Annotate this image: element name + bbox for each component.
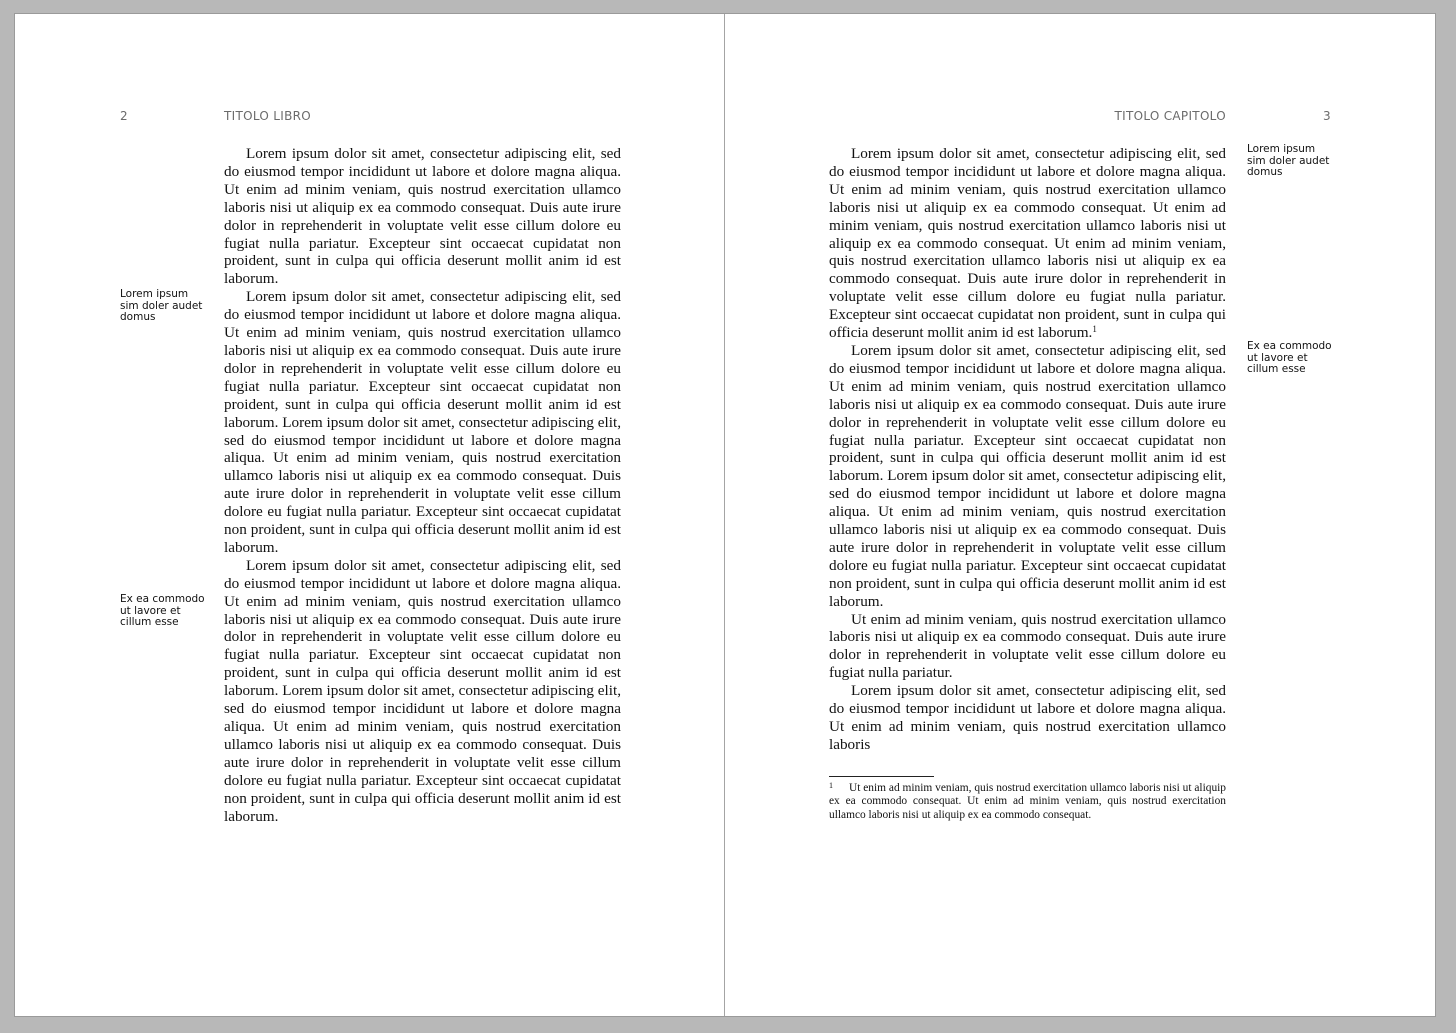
body-text xyxy=(224,145,621,825)
body-text xyxy=(829,145,1226,754)
running-head-chapter-title: TITOLO CAPITOLO xyxy=(1114,109,1226,123)
paragraph: Lorem ipsum dolor sit amet, consectetur adipiscing elit, sed do eiusmod tempor incididunt ut labore et dolore magna aliqua. Ut enim ad minim veniam, quis nostrud exercitation ullamco laboris nisi ut aliquip ex ea commodo consequat. Duis aute irure dolor in reprehenderit in voluptate velit esse cillum dolore eu fugiat nulla pariatur. Excepteur sint occaecat cupidatat non proident, sunt in culpa qui officia deserunt mollit anim id est laborum. Lorem ipsum dolor sit amet, consectetur adipiscing elit, sed do eiusmod tempor incididunt ut labore et dolore magna aliqua. Ut enim ad minim veniam, quis nostrud exercitation ullamco laboris nisi ut aliquip ex ea commodo consequat. Duis aute irure dolor in reprehenderit in voluptate velit esse cillum dolore eu fugiat nulla pariatur. Excepteur sint occaecat cupidatat non proident, sunt in culpa qui officia deserunt mollit anim id est laborum. xyxy=(829,341,1226,610)
right-page xyxy=(725,14,1435,1016)
paragraph: Lorem ipsum dolor sit amet, consectetur adipiscing elit, sed do eiusmod tempor incididunt ut labore et dolore magna aliqua. Ut enim ad minim veniam, quis nostrud exercitation ullamco laboris nisi ut aliquip ex ea commodo consequat. Duis aute irure dolor in reprehenderit in voluptate velit esse cillum dolore eu fugiat nulla pariatur. Excepteur sint occaecat cupidatat non proident, sunt in culpa qui officia deserunt mollit anim id est laborum. xyxy=(224,145,621,288)
paragraph: Ut enim ad minim veniam, quis nostrud exercitation ullamco laboris nisi ut aliquip ex ea commodo consequat. Duis aute irure dolor in reprehenderit in voluptate velit esse cillum dolore eu fugiat nulla pariatur. xyxy=(829,610,1226,682)
footnote: 1 Ut enim ad minim veniam, quis nostrud exercitation ullamco laboris nisi ut aliquip ex ea commodo consequat. Ut enim ad minim veniam, quis nostrud exercitation ullamco laboris nisi ut aliquip ex ea commodo consequat. xyxy=(829,781,1226,821)
footnote-text: Ut enim ad minim veniam, quis nostrud exercitation ullamco laboris nisi ut aliquip ex ea commodo consequat. Ut enim ad minim veniam, quis nostrud exercitation ullamco laboris nisi ut aliquip ex ea commodo consequat. xyxy=(829,782,1226,821)
paragraph: Lorem ipsum dolor sit amet, consectetur adipiscing elit, sed do eiusmod tempor incididunt ut labore et dolore magna aliqua. Ut enim ad minim veniam, quis nostrud exercitation ullamco laboris nisi ut aliquip ex ea commodo consequat. Duis aute irure dolor in reprehenderit in voluptate velit esse cillum dolore eu fugiat nulla pariatur. Excepteur sint occaecat cupidatat non proident, sunt in culpa qui officia deserunt mollit anim id est laborum. Lorem ipsum dolor sit amet, consectetur adipiscing elit, sed do eiusmod tempor incididunt ut labore et dolore magna aliqua. Ut enim ad minim veniam, quis nostrud exercitation ullamco laboris nisi ut aliquip ex ea commodo consequat. Duis aute irure dolor in reprehenderit in voluptate velit esse cillum dolore eu fugiat nulla pariatur. Excepteur sint occaecat cupidatat non proident, sunt in culpa qui officia deserunt mollit anim id est laborum. xyxy=(224,288,621,556)
footnote-separator xyxy=(829,776,934,777)
book-spread xyxy=(15,14,1435,1016)
paragraph: Lorem ipsum dolor sit amet, consectetur adipiscing elit, sed do eiusmod tempor incididunt ut labore et dolore magna aliqua. Ut enim ad minim veniam, quis nostrud exercitation ullamco laboris nisi ut aliquip ex ea commodo consequat. Duis aute irure dolor in reprehenderit in voluptate velit esse cillum dolore eu fugiat nulla pariatur. Excepteur sint occaecat cupidatat non proident, sunt in culpa qui officia deserunt mollit anim id est laborum. Lorem ipsum dolor sit amet, consectetur adipiscing elit, sed do eiusmod tempor incididunt ut labore et dolore magna aliqua. Ut enim ad minim veniam, quis nostrud exercitation ullamco laboris nisi ut aliquip ex ea commodo consequat. Duis aute irure dolor in reprehenderit in voluptate velit esse cillum dolore eu fugiat nulla pariatur. Excepteur sint occaecat cupidatat non proident, sunt in culpa qui officia deserunt mollit anim id est laborum. xyxy=(224,556,621,825)
side-note: Ex ea commodo ut lavore et cillum esse xyxy=(120,593,205,628)
side-note: Lorem ipsum sim doler audet domus xyxy=(1247,143,1330,178)
paragraph: Lorem ipsum dolor sit amet, consectetur adipiscing elit, sed do eiusmod tempor incididunt ut labore et dolore magna aliqua. Ut enim ad minim veniam, quis nostrud exercitation ullamco laboris nisi ut aliquip ex ea commodo consequat. Ut enim ad minim veniam, quis nostrud exercitation ullamco laboris nisi ut aliquip ex ea commodo consequat. Ut enim ad minim veniam, quis nostrud exercitation ullamco laboris nisi ut aliquip ex ea commodo consequat. Duis aute irure dolor in reprehenderit in voluptate velit esse cillum dolore eu fugiat nulla pariatur. Excepteur sint occaecat cupidatat non proident, sunt in culpa qui officia deserunt mollit anim id est laborum.$^1$ xyxy=(829,145,1226,342)
page-number: 2 xyxy=(120,109,128,123)
running-head-book-title: TITOLO LIBRO xyxy=(224,109,312,123)
side-note: Lorem ipsum sim doler audet domus xyxy=(120,288,203,323)
page-number: 3 xyxy=(1323,109,1331,123)
left-page xyxy=(15,14,724,1016)
paragraph: Lorem ipsum dolor sit amet, consectetur adipiscing elit, sed do eiusmod tempor incididunt ut labore et dolore magna aliqua. Ut enim ad minim veniam, quis nostrud exercitation ullamco laboris xyxy=(829,682,1226,753)
footnote-reference[interactable]: 1 xyxy=(1092,324,1097,335)
side-note: Ex ea commodo ut lavore et cillum esse xyxy=(1247,340,1332,375)
